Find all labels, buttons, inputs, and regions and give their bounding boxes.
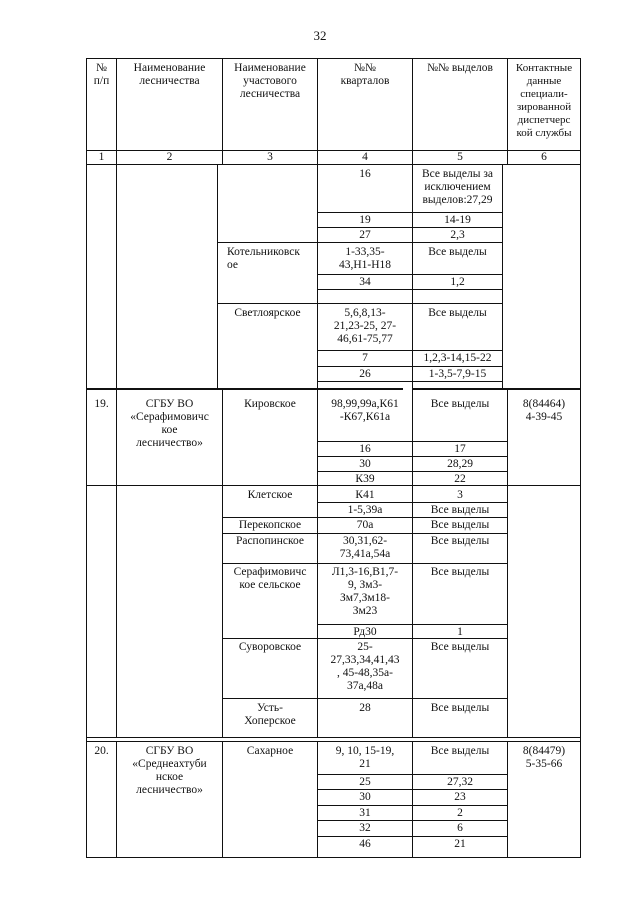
row-divider xyxy=(317,471,508,472)
header-cell-number: № п/п xyxy=(93,62,110,87)
allotment-cell: 6 xyxy=(457,822,463,834)
allotment-cell: 3 xyxy=(457,489,463,501)
district-name: Усть- Хоперское xyxy=(244,702,296,727)
allotment-cell: 1-3,5-7,9-15 xyxy=(428,368,487,380)
row-divider xyxy=(317,289,503,290)
allotment-cell: Все выделы xyxy=(430,504,490,516)
row-divider xyxy=(317,774,508,775)
quarter-cell: 25- 27,33,34,41,43 , 45-48,35а- 37а,48а xyxy=(330,641,400,692)
row-divider xyxy=(86,737,581,738)
header-cell-allotments: №№ выделов xyxy=(427,62,493,74)
allotment-cell: Все выделы xyxy=(428,307,487,319)
allotment-cell: Все выделы xyxy=(430,519,490,531)
quarter-cell: 7 xyxy=(362,352,368,364)
allotment-cell: 2,3 xyxy=(450,229,465,241)
page-number: 32 xyxy=(313,28,327,43)
quarter-cell: Рд30 xyxy=(353,626,377,638)
row-divider xyxy=(317,805,508,806)
row-divider xyxy=(317,624,508,625)
row-divider xyxy=(317,381,503,382)
header-cell-district: Наименование участового лесничества xyxy=(234,62,306,100)
row-divider xyxy=(317,502,508,503)
contact-phone: 8(84479) 5-35-66 xyxy=(522,745,566,770)
row-divider xyxy=(317,441,508,442)
row-number: 20. xyxy=(94,745,109,757)
district-name: Котельниковск ое xyxy=(227,246,300,271)
row-divider xyxy=(317,789,508,790)
quarter-cell: 32 xyxy=(359,822,371,834)
district-name: Кировское xyxy=(244,398,296,410)
district-name: Распопинское xyxy=(235,535,305,547)
row-divider xyxy=(222,533,508,534)
table-border-bottom xyxy=(86,857,581,858)
allotment-cell: 14-19 xyxy=(444,214,471,226)
quarter-cell: 46 xyxy=(359,838,371,850)
col-divider xyxy=(217,164,218,388)
row-divider xyxy=(317,366,503,367)
table-border-left xyxy=(86,58,87,858)
row-divider xyxy=(217,242,503,243)
header-number: 5 xyxy=(457,151,463,163)
quarter-cell: 16 xyxy=(359,443,371,455)
quarter-cell: 19 xyxy=(359,214,371,226)
forestry-name: СГБУ ВО «Серафимовичс кое лесничество» xyxy=(130,398,209,449)
row-divider xyxy=(317,274,503,275)
row-number: 19. xyxy=(94,398,109,410)
header-number: 6 xyxy=(541,151,547,163)
header-number: 1 xyxy=(98,151,105,163)
district-name: Светлоярское xyxy=(234,307,301,319)
quarter-cell: 1-5,39а xyxy=(347,504,383,516)
header-number: 3 xyxy=(267,151,273,163)
quarter-cell: 1-33,35- 43,Н1-Н18 xyxy=(338,246,392,271)
district-name: Серафимовичс кое сельское xyxy=(233,566,307,591)
allotment-cell: 21 xyxy=(454,838,466,850)
quarter-cell: 30,31,62- 73,41а,54а xyxy=(339,535,391,560)
row-divider xyxy=(222,563,508,564)
allotment-cell: 28,29 xyxy=(447,458,473,470)
allotment-cell: 17 xyxy=(454,443,466,455)
district-name: Перекопское xyxy=(238,519,302,531)
quarter-cell: 9, 10, 15-19, 21 xyxy=(335,745,395,770)
row-divider xyxy=(222,698,508,699)
quarter-cell: 70а xyxy=(356,519,374,531)
district-name: Сахарное xyxy=(246,745,294,757)
row-divider xyxy=(222,517,508,518)
allotment-cell: 2 xyxy=(457,807,463,819)
col-divider xyxy=(116,164,117,388)
row-divider xyxy=(217,303,503,304)
header-number: 2 xyxy=(166,151,173,163)
quarter-cell: 27 xyxy=(359,229,371,241)
row-divider xyxy=(317,456,508,457)
row-divider xyxy=(317,350,503,351)
quarter-cell: 30 xyxy=(359,791,371,803)
row-divider xyxy=(317,836,508,837)
row-divider xyxy=(317,227,503,228)
row-divider xyxy=(317,820,508,821)
section-divider xyxy=(412,388,581,390)
allotment-cell: Все выделы xyxy=(430,566,490,578)
contact-phone: 8(84464) 4-39-45 xyxy=(522,398,566,423)
quarter-cell: Л1,3-16,В1,7- 9, Зм3- Зм7,Зм18- Зм23 xyxy=(331,566,399,617)
quarter-cell: К41 xyxy=(355,489,375,501)
header-number: 4 xyxy=(362,151,368,163)
header-numbers-divider xyxy=(86,164,581,165)
allotment-cell: Все выделы xyxy=(430,398,490,410)
allotment-cell: 22 xyxy=(454,473,466,485)
district-name: Суворовское xyxy=(238,641,302,653)
col-divider xyxy=(222,741,223,858)
allotment-cell: Все выделы xyxy=(430,702,490,714)
quarter-cell: 16 xyxy=(359,168,371,180)
row-divider xyxy=(317,212,503,213)
quarter-cell: 34 xyxy=(359,276,371,288)
allotment-cell: 1,2,3-14,15-22 xyxy=(423,352,492,364)
quarter-cell: 28 xyxy=(359,702,371,714)
allotment-cell: 23 xyxy=(454,791,466,803)
quarter-cell: 25 xyxy=(359,776,371,788)
quarter-cell: 26 xyxy=(359,368,371,380)
forestry-name: СГБУ ВО «Среднеахтуби нское лесничество» xyxy=(132,745,207,796)
allotment-cell: 27,32 xyxy=(447,776,473,788)
allotment-cell: Все выделы xyxy=(428,246,487,258)
quarter-cell: 5,6,8,13- 21,23-25, 27- 46,61-75,77 xyxy=(333,307,397,345)
allotment-cell: Все выделы xyxy=(430,535,490,547)
allotment-cell: 1,2 xyxy=(450,276,465,288)
header-cell-quarters: №№ кварталов xyxy=(340,62,390,87)
quarter-cell: 31 xyxy=(359,807,371,819)
section-divider xyxy=(86,388,403,390)
header-cell-contacts: Контактные данные специали- зированной диспетчерс кой службы xyxy=(515,62,573,139)
quarter-cell: К39 xyxy=(355,473,375,485)
allotment-cell: Все выделы xyxy=(430,641,490,653)
quarter-cell: 30 xyxy=(359,458,371,470)
table-border-right xyxy=(580,58,581,858)
header-cell-forestry: Наименование лесничества xyxy=(133,62,206,87)
allotment-cell: Все выделы за исключением выделов:27,29 xyxy=(422,168,493,206)
quarter-cell: 98,99,99а,К61 -К67,К61а xyxy=(331,398,399,423)
allotment-cell: 1 xyxy=(457,626,463,638)
district-name: Клетское xyxy=(247,489,293,501)
allotment-cell: Все выделы xyxy=(430,745,490,757)
col-divider xyxy=(502,164,503,388)
